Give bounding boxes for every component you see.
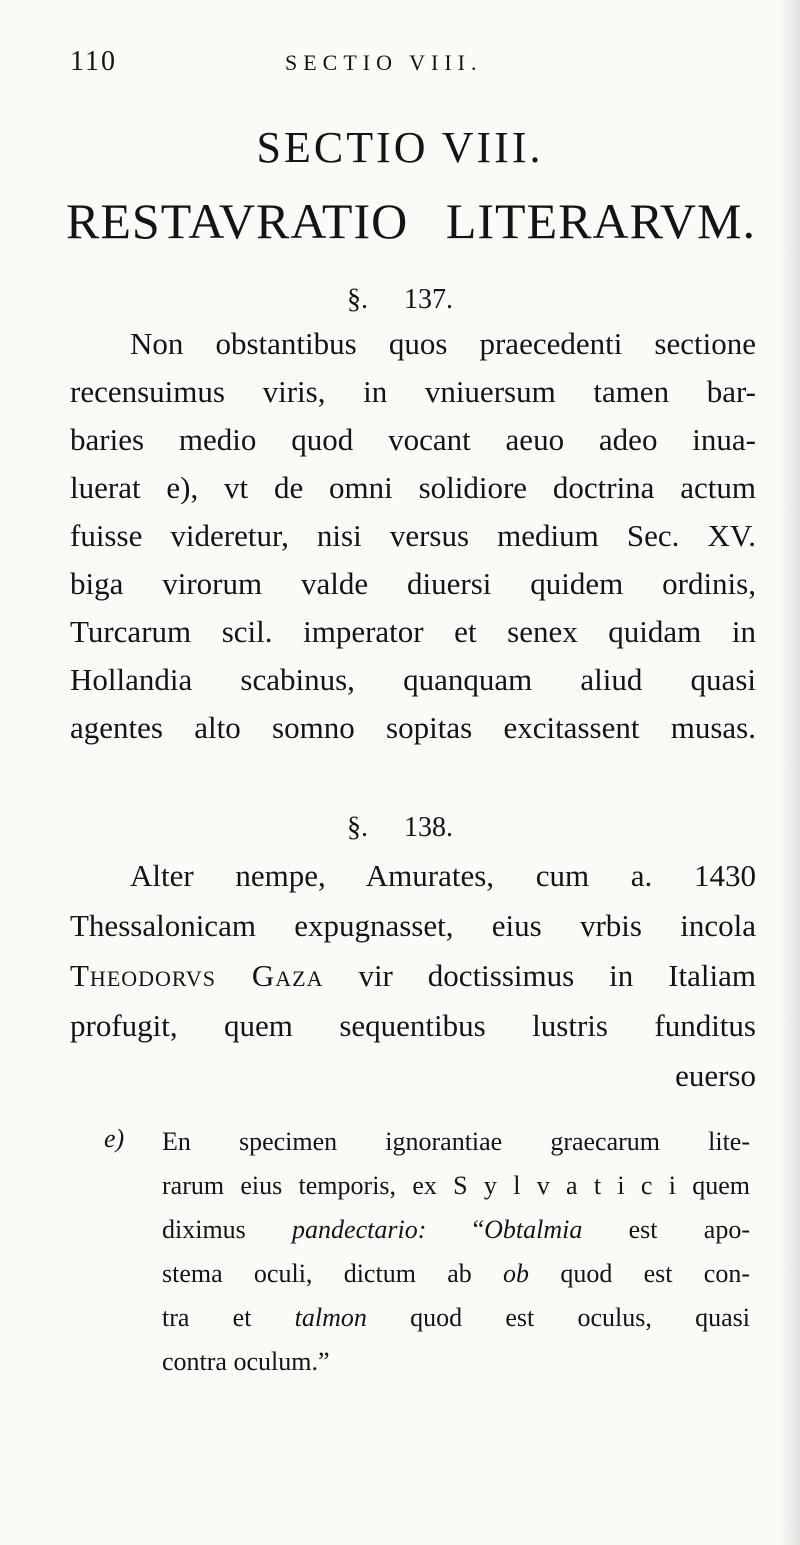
page-number: 110 [70,46,117,77]
footnote-line: stema oculi, dictum ab ob quod est con- [162,1259,750,1288]
page-edge-shadow [778,0,800,1545]
paragraph-137-line: agentes alto somno sopitas excitassent musas. [70,710,756,745]
footnote-line: tra et talmon quod est oculus, quasi [162,1303,750,1332]
paragraph-137-line: recensuimus viris, in vniuersum tamen bar- [70,374,756,409]
section-symbol: §. [347,812,368,843]
footnote-line: contra oculum.” [162,1347,330,1376]
section-title: SECTIO VIII. [256,123,544,172]
paragraph-137-line: biga virorum valde diuersi quidem ordinis, [70,566,756,601]
footnote-marker: e) [104,1124,125,1153]
paragraph-138-line: Thessalonicam expugnasset, eius vrbis incola [70,908,756,943]
running-title: SECTIO VIII. [285,50,483,75]
paragraph-number: 138. [404,812,453,843]
paragraph-138-heading [0,812,800,844]
paragraph-137-line: fuisse videretur, nisi versus medium Sec. XV. [70,518,756,553]
paragraph-137-heading [0,284,800,316]
main-title [66,192,756,250]
paragraph-137-line: luerat e), vt de omni solidiore doctrina actum [70,470,756,505]
person-name: Theodorvs Gaza [70,958,324,993]
main-title-word-1: RESTAVRATIO [66,193,409,249]
section-symbol: §. [347,284,368,315]
main-title-word-2: LITERARVM. [445,193,756,249]
footnote-line: diximus pandectario: “Obtalmia est apo- [162,1215,750,1244]
paragraph-number: 137. [404,284,453,315]
paragraph-137-line: Turcarum scil. imperator et senex quidam in [70,614,756,649]
running-head [70,46,760,80]
footnote-line: En specimen ignorantiae graecarum lite- [162,1127,750,1156]
paragraph-138-line: Theodorvs Gaza vir doctissimus in Italiam [70,958,756,993]
paragraph-138-line: profugit, quem sequentibus lustris funditus [70,1008,756,1043]
paragraph-137-line: Non obstantibus quos praecedenti sectione [130,326,756,361]
catchword: euerso [675,1058,756,1093]
footnote-line: rarum eius temporis, ex S y l v a t i c i quem [162,1171,750,1200]
paragraph-138-line: Alter nempe, Amurates, cum a. 1430 [130,858,756,893]
paragraph-137-line: Hollandia scabinus, quanquam aliud quasi [70,662,756,697]
paragraph-137-line: baries medio quod vocant aeuo adeo inua- [70,422,756,457]
